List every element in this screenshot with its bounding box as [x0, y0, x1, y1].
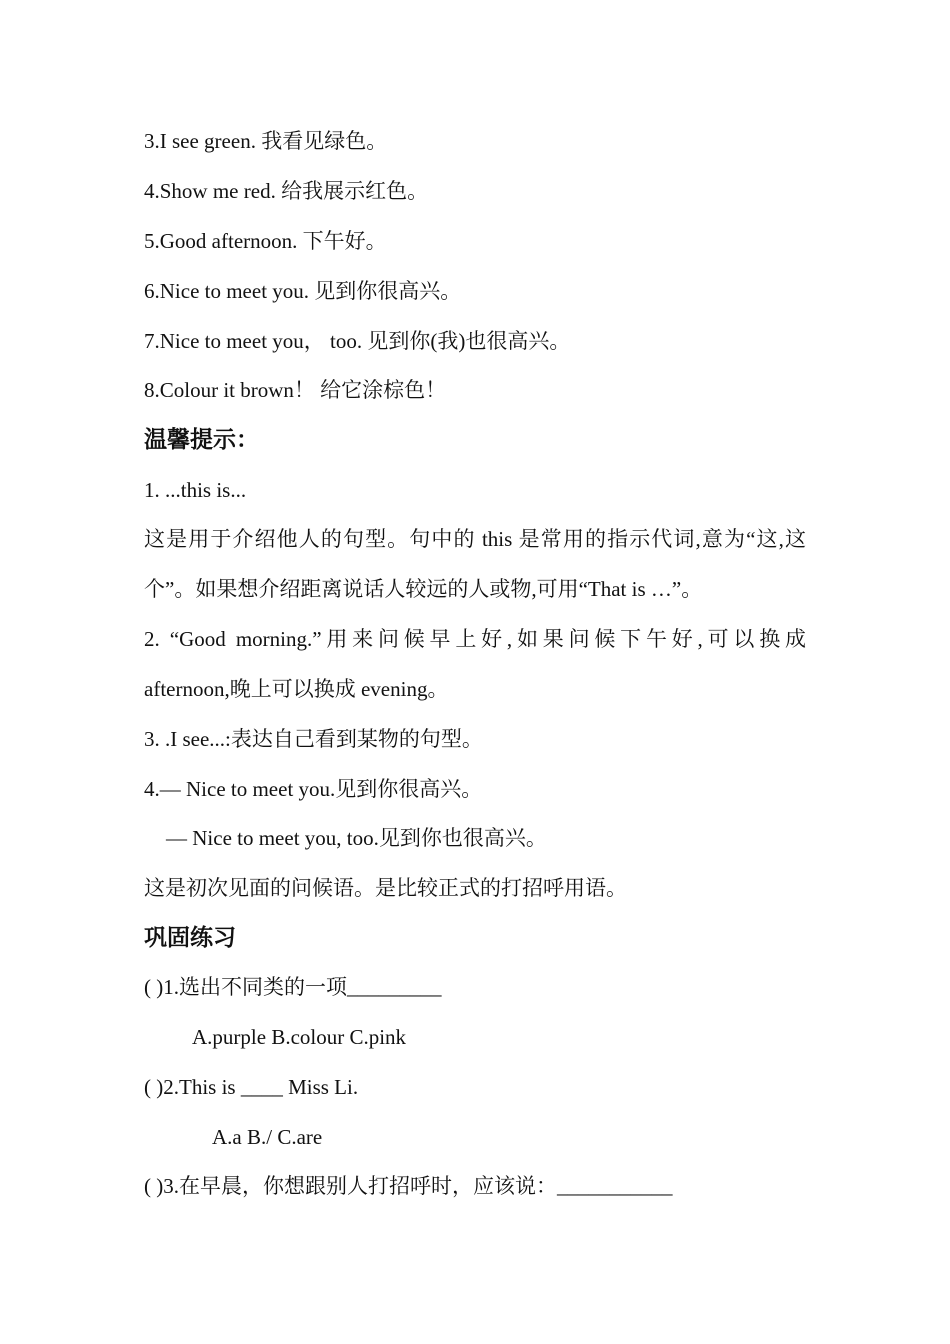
tip2-line2: afternoon,晚上可以换成 evening。 [144, 677, 449, 701]
sentence-4: 4.Show me red. 给我展示红色。 [144, 179, 429, 203]
exercises-heading: 巩固练习 [144, 925, 236, 951]
question-2-options: A.a B./ C.are [212, 1125, 323, 1149]
tip3: 3. .I see...:表达自己看到某物的句型。 [144, 727, 483, 751]
question-3: ( )3.在早晨，你想跟别人打招呼时，应该说：___________ [144, 1174, 673, 1198]
tip1-line2: 个”。如果想介绍距离说话人较远的人或物,可用“That is …”。 [144, 577, 703, 601]
tip4-line1: 4.— Nice to meet you.见到你很高兴。 [144, 777, 483, 801]
tip1-line1: 这是用于介绍他人的句型。句中的 this 是常用的指示代词,意为“这,这 [144, 527, 806, 551]
tip1-title: 1. ...this is... [144, 478, 247, 502]
question-2: ( )2.This is ____ Miss Li. [144, 1075, 359, 1099]
tips-heading: 温馨提示： [144, 427, 259, 453]
tip4-line3: 这是初次见面的问候语。是比较正式的打招呼用语。 [144, 876, 627, 900]
question-1-options: A.purple B.colour C.pink [192, 1025, 407, 1049]
tip2-line1: 2. “Good morning.”用来问候早上好,如果问候下午好,可以换成 [144, 627, 806, 651]
sentence-7: 7.Nice to meet you， too. 见到你(我)也很高兴。 [144, 329, 571, 353]
sentence-6: 6.Nice to meet you. 见到你很高兴。 [144, 279, 462, 303]
sentence-5: 5.Good afternoon. 下午好。 [144, 229, 387, 253]
tip4-line2: — Nice to meet you, too.见到你也很高兴。 [166, 826, 547, 850]
sentence-3: 3.I see green. 我看见绿色。 [144, 129, 388, 153]
question-1: ( )1.选出不同类的一项_________ [144, 975, 442, 999]
sentence-8: 8.Colour it brown！ 给它涂棕色！ [144, 378, 447, 402]
